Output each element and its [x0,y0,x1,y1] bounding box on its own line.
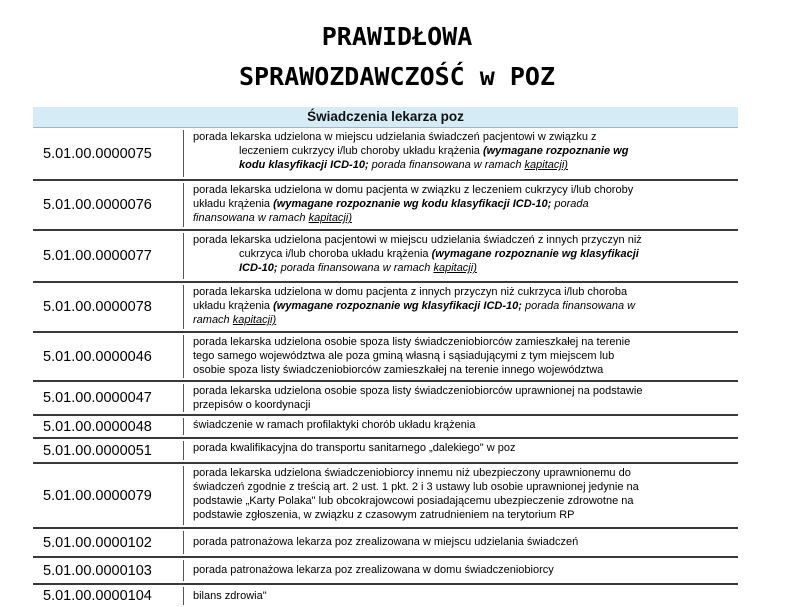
desc-underline: kapitacji) [433,262,477,274]
desc-line: porada lekarska udzielona świadczeniobiorcy innemu niż ubezpieczony uprawnionemu do [193,467,631,479]
table-row [33,231,738,283]
page-subtitle: SPRAWOZDAWCZOŚĆ w POZ [238,62,556,91]
desc-line: bilans zdrowia" [193,590,267,602]
service-description [193,589,736,603]
desc-italic: finansowana w ramach [193,212,306,224]
service-description [193,335,736,377]
table-row [33,558,738,585]
table-row [33,529,738,558]
service-description [193,130,736,172]
desc-italic: porada [554,198,589,210]
service-code: 5.01.00.0000046 [43,348,152,365]
desc-emphasis: kodu klasyfikacji ICD-10; [239,159,369,171]
desc-line: porada lekarska udzielona w domu pacjenta w związku z leczeniem cukrzycy i/lub choroby [193,184,634,196]
service-code: 5.01.00.0000078 [43,299,152,315]
desc-line: osobie spoza listy świadczeniobiorców zamieszkałej na terenie innego województwa [193,364,604,376]
desc-underline: kapitacji) [308,212,352,224]
desc-underline: kapitacji) [232,314,277,326]
service-code: 5.01.00.0000047 [43,390,152,406]
service-code: 5.01.00.0000079 [43,487,152,504]
table-row [33,585,738,607]
service-description [193,418,736,432]
desc-italic: porada finansowana w ramach [280,262,431,274]
desc-line: świadczenie w ramach profilaktyki chorób układu krążenia [193,419,476,431]
table-row [33,382,738,416]
desc-line: tego samego województwa ale poza gminą własną i sąsiadującymi z tym miejscem lub [193,350,615,362]
desc-line: porada lekarska udzielona osobie spoza listy świadczeniobiorców uprawnionej na podstawie [193,385,643,397]
desc-italic: porada finansowana w ramach [371,159,522,171]
table-row [33,283,738,333]
desc-line: porada lekarska udzielona pacjentowi w miejscu udzielania świadczeń z innych przyczyn niż [193,234,642,246]
desc-italic: porada finansowana w [524,300,636,312]
desc-italic: ramach [193,314,230,326]
service-code: 5.01.00.0000051 [43,442,152,459]
table-row [33,128,738,181]
service-code: 5.01.00.0000103 [43,562,152,579]
desc-emphasis: ICD-10; [239,262,278,274]
service-code: 5.01.00.0000048 [43,418,152,435]
desc-text: układu krążenia [193,198,271,210]
desc-line: przepisów o koordynacji [193,399,311,411]
service-description [193,233,736,275]
service-description [193,466,736,522]
service-description [193,563,736,577]
service-description [193,535,736,549]
desc-emphasis: (wymagane rozpoznanie wg klasyfikacji ICD-10; [273,300,522,312]
desc-emphasis: (wymagane rozpoznanie wg klasyfikacji [431,248,639,260]
desc-text: cukrzyca i/lub choroba układu krążenia [239,248,429,260]
desc-line: porada lekarska udzielona w domu pacjenta z innych przyczyn niż cukrzyca i/lub choroba [193,286,628,298]
service-code: 5.01.00.0000104 [43,588,152,604]
table-header: Świadczenia lekarza poz [33,107,738,128]
service-description [193,285,736,327]
desc-line: świadczeń zgodnie z treścią art. 2 ust. 1 pkt. 2 i 3 ustawy lub osobie uprawnionej jedynie na [193,481,639,493]
table-row [33,464,738,529]
table-row [33,333,738,382]
service-code: 5.01.00.0000075 [43,145,152,162]
desc-line: porada lekarska udzielona w miejscu udzielania świadczeń pacjentowi w związku z [193,131,597,143]
desc-text: układu krążenia [193,300,271,312]
table-row [33,439,738,464]
desc-line: porada patronażowa lekarza poz zrealizowana w miejscu udzielania świadczeń [193,536,579,548]
service-code: 5.01.00.0000077 [43,248,152,264]
service-description [193,441,736,455]
table-row [33,181,738,231]
desc-emphasis: (wymagane rozpoznanie wg kodu klasyfikacji ICD-10; [273,198,552,210]
page-title: PRAWIDŁOWA [321,22,473,51]
desc-line: porada patronażowa lekarza poz zrealizowana w domu świadczeniobiorcy [193,564,554,576]
desc-line: podstawie „Karty Polaka" lub obcokrajowcowi posiadającemu ubezpieczenie zdrowotne na [193,495,634,507]
service-code: 5.01.00.0000102 [43,534,152,551]
desc-underline: kapitacji) [524,159,568,171]
services-table [33,107,738,607]
desc-emphasis: (wymagane rozpoznanie wg [482,145,629,157]
service-description [193,384,736,412]
service-code: 5.01.00.0000076 [43,197,152,213]
desc-line: porada lekarska udzielona osobie spoza listy świadczeniobiorców zamieszkałej na terenie [193,336,631,348]
desc-line: porada kwalifikacyjna do transportu sanitarnego „dalekiego" w poz [193,442,516,454]
desc-line: podstawie zgłoszenia, w związku z czasowym zatrudnieniem na terytorium RP [193,509,575,521]
service-description [193,183,736,225]
desc-text: leczeniem cukrzycy i/lub choroby układu krążenia [239,145,480,157]
table-row [33,416,738,439]
